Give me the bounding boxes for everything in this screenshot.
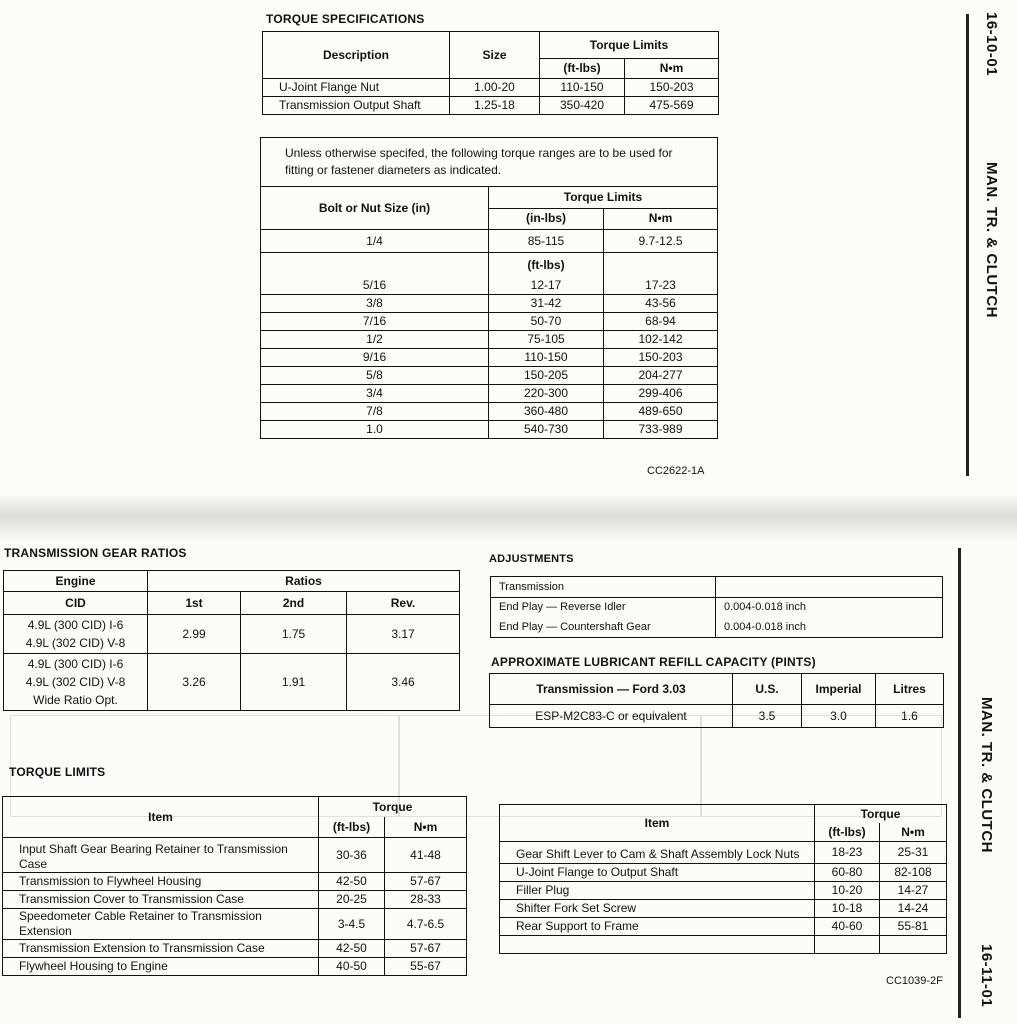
blank-cell xyxy=(500,936,815,954)
cell-size: 3/8 xyxy=(261,295,489,313)
header-cid: CID xyxy=(4,592,148,615)
table-row xyxy=(3,940,467,958)
blank-cell xyxy=(604,253,718,278)
page-number: 16-10-01 xyxy=(983,12,1000,77)
cell-ftlbs: 40-50 xyxy=(319,958,385,976)
header-ftlbs: (ft-lbs) xyxy=(489,253,604,278)
gear-ratios-title: TRANSMISSION GEAR RATIOS xyxy=(4,546,187,560)
table-row xyxy=(500,918,947,936)
blank-cell xyxy=(880,936,947,954)
header-1st: 1st xyxy=(148,592,241,615)
torque-limits-title: TORQUE LIMITS xyxy=(9,765,106,779)
table-row xyxy=(491,617,943,638)
cell-label: End Play — Reverse Idler xyxy=(491,598,716,618)
header-ratios: Ratios xyxy=(148,571,460,592)
table-row xyxy=(261,403,718,421)
cell-ftlbs: 350-420 xyxy=(540,97,625,115)
cell-label: End Play — Countershaft Gear xyxy=(491,617,716,638)
table-row xyxy=(261,367,718,385)
header-torque: Torque xyxy=(815,805,947,824)
table-row xyxy=(263,97,719,115)
cell-torque: 85-115 xyxy=(489,230,604,253)
header-engine: Engine xyxy=(4,571,148,592)
cell-2nd: 1.75 xyxy=(241,615,347,654)
header-item: Item xyxy=(500,805,815,842)
cell-item: Transmission to Flywheel Housing xyxy=(3,873,319,891)
cell-item: Transmission Cover to Transmission Case xyxy=(3,891,319,909)
header-imperial: Imperial xyxy=(802,674,876,705)
table-row xyxy=(500,900,947,918)
cell-size: 7/8 xyxy=(261,403,489,421)
torque-spec-table xyxy=(262,31,719,115)
table-note: Unless otherwise specifed, the following torque ranges are to be used for fitting or fastener diameters as indicated. xyxy=(261,138,718,187)
cell-item: Filler Plug xyxy=(500,882,815,900)
blank-cell xyxy=(716,577,943,598)
cell-torque: 360-480 xyxy=(489,403,604,421)
page-number: 16-11-01 xyxy=(978,944,995,1008)
page-gutter xyxy=(0,496,1017,540)
table-row xyxy=(3,909,467,940)
cell-nm: 150-203 xyxy=(604,349,718,367)
header-litres: Litres xyxy=(876,674,944,705)
cell-item: Input Shaft Gear Bearing Retainer to Transmission Case xyxy=(3,838,319,873)
section-side-label: MAN. TR. & CLUTCH xyxy=(978,697,995,853)
gear-ratios-table xyxy=(3,570,460,711)
general-torque-table xyxy=(260,137,718,439)
cell-nm: 733-989 xyxy=(604,421,718,439)
table-row xyxy=(3,958,467,976)
cell-1st: 3.26 xyxy=(148,654,241,711)
cell-size: 5/16 xyxy=(261,277,489,295)
figure-code: CC1039-2F xyxy=(886,975,943,987)
cell-nm: 41-48 xyxy=(385,838,467,873)
header-size: Size xyxy=(450,32,540,79)
table-row xyxy=(500,842,947,864)
table-row xyxy=(261,230,718,253)
cell-ftlbs: 30-36 xyxy=(319,838,385,873)
lubricant-title: APPROXIMATE LUBRICANT REFILL CAPACITY (PINTS) xyxy=(491,655,816,669)
cell-ftlbs: 3-4.5 xyxy=(319,909,385,940)
cell-ftlbs: 10-20 xyxy=(815,882,880,900)
header-ftlbs: (ft-lbs) xyxy=(815,823,880,842)
cell-nm: 299-406 xyxy=(604,385,718,403)
table-row xyxy=(261,277,718,295)
table-row xyxy=(500,936,947,954)
header-nm: N•m xyxy=(604,208,718,230)
cell-nm: 55-81 xyxy=(880,918,947,936)
cell-ftlbs: 10-18 xyxy=(815,900,880,918)
cell-nm: 57-67 xyxy=(385,940,467,958)
blank-cell xyxy=(815,936,880,954)
cell-nm: 489-650 xyxy=(604,403,718,421)
table-row xyxy=(4,615,460,654)
cell-size: 1.00-20 xyxy=(450,79,540,97)
cell-2nd: 1.91 xyxy=(241,654,347,711)
cell-torque: 31-42 xyxy=(489,295,604,313)
cell-nm: 82-108 xyxy=(880,864,947,882)
table-row xyxy=(500,864,947,882)
cell-ftlbs: 42-50 xyxy=(319,873,385,891)
header-ftlbs: (ft-lbs) xyxy=(319,817,385,838)
cell-ftlbs: 110-150 xyxy=(540,79,625,97)
cell-value: 0.004-0.018 inch xyxy=(716,617,943,638)
torque-limits-left-table xyxy=(2,796,467,976)
table-row xyxy=(263,79,719,97)
cell-nm: 43-56 xyxy=(604,295,718,313)
cell-ftlbs: 60-80 xyxy=(815,864,880,882)
cell-description: Transmission Output Shaft xyxy=(263,97,450,115)
table-row xyxy=(261,295,718,313)
cell-item: Rear Support to Frame xyxy=(500,918,815,936)
header-2nd: 2nd xyxy=(241,592,347,615)
table-row xyxy=(3,891,467,909)
table-row xyxy=(261,349,718,367)
blank-cell xyxy=(261,253,489,278)
figure-code: CC2622-1A xyxy=(647,465,705,477)
cell-value: 0.004-0.018 inch xyxy=(716,598,943,618)
cell-ftlbs: 18-23 xyxy=(815,842,880,864)
cell-nm: 14-27 xyxy=(880,882,947,900)
cell-torque: 75-105 xyxy=(489,331,604,349)
cell-size: 9/16 xyxy=(261,349,489,367)
table-row xyxy=(261,385,718,403)
cell-torque: 12-17 xyxy=(489,277,604,295)
cell-nm: 4.7-6.5 xyxy=(385,909,467,940)
cell-torque: 110-150 xyxy=(489,349,604,367)
table-row xyxy=(261,331,718,349)
cell-size: 3/4 xyxy=(261,385,489,403)
header-ftlbs: (ft-lbs) xyxy=(540,59,625,79)
cell-torque: 150-205 xyxy=(489,367,604,385)
cell-rev: 3.46 xyxy=(347,654,460,711)
page-rule xyxy=(966,14,969,476)
engine-line: 4.9L (300 CID) I-6 xyxy=(27,618,124,632)
cell-ftlbs: 42-50 xyxy=(319,940,385,958)
engine-line: 4.9L (302 CID) V-8 xyxy=(25,636,126,650)
cell-size: 5/8 xyxy=(261,367,489,385)
table-row xyxy=(3,838,467,873)
cell-nm: 102-142 xyxy=(604,331,718,349)
cell-1st: 2.99 xyxy=(148,615,241,654)
cell-nm: 28-33 xyxy=(385,891,467,909)
header-inlbs: (in-lbs) xyxy=(489,208,604,230)
cell-engine xyxy=(4,615,148,654)
cell-nm: 17-23 xyxy=(604,277,718,295)
cell-item: U-Joint Flange to Output Shaft xyxy=(500,864,815,882)
cell-nm: 25-31 xyxy=(880,842,947,864)
cell-us: 3.5 xyxy=(733,705,802,728)
header-description: Description xyxy=(263,32,450,79)
header-torque: Torque xyxy=(319,797,467,818)
lubricant-table xyxy=(489,673,944,728)
header-us: U.S. xyxy=(733,674,802,705)
cell-size: 1.25-18 xyxy=(450,97,540,115)
cell-ftlbs: 20-25 xyxy=(319,891,385,909)
header-rev: Rev. xyxy=(347,592,460,615)
section-side-label: MAN. TR. & CLUTCH xyxy=(983,162,1000,318)
header-nm: N•m xyxy=(880,823,947,842)
header-torque-limits: Torque Limits xyxy=(540,32,719,59)
cell-ftlbs: 40-60 xyxy=(815,918,880,936)
cell-nm: 68-94 xyxy=(604,313,718,331)
header-transmission: Transmission xyxy=(491,577,716,598)
cell-rev: 3.17 xyxy=(347,615,460,654)
cell-item: Flywheel Housing to Engine xyxy=(3,958,319,976)
cell-nm: 57-67 xyxy=(385,873,467,891)
cell-nm: 9.7-12.5 xyxy=(604,230,718,253)
engine-line: Wide Ratio Opt. xyxy=(33,693,118,707)
cell-torque: 540-730 xyxy=(489,421,604,439)
cell-nm: 14-24 xyxy=(880,900,947,918)
cell-size: 7/16 xyxy=(261,313,489,331)
header-item: Item xyxy=(3,797,319,838)
cell-imperial: 3.0 xyxy=(802,705,876,728)
page-rule xyxy=(958,548,961,1018)
table-row xyxy=(491,598,943,618)
cell-torque: 220-300 xyxy=(489,385,604,403)
cell-size: 1/4 xyxy=(261,230,489,253)
cell-transmission: ESP-M2C83-C or equivalent xyxy=(490,705,733,728)
cell-nm: 150-203 xyxy=(625,79,719,97)
cell-nm: 55-67 xyxy=(385,958,467,976)
cell-engine xyxy=(4,654,148,711)
header-nm: N•m xyxy=(385,817,467,838)
cell-item: Transmission Extension to Transmission Case xyxy=(3,940,319,958)
engine-line: 4.9L (300 CID) I-6 xyxy=(27,657,124,671)
torque-limits-right-table xyxy=(499,804,947,954)
cell-description: U-Joint Flange Nut xyxy=(263,79,450,97)
table-row xyxy=(3,873,467,891)
table-row xyxy=(490,705,944,728)
section-title: TORQUE SPECIFICATIONS xyxy=(266,12,425,26)
cell-litres: 1.6 xyxy=(876,705,944,728)
cell-nm: 204-277 xyxy=(604,367,718,385)
header-bolt-size: Bolt or Nut Size (in) xyxy=(261,187,489,230)
cell-torque: 50-70 xyxy=(489,313,604,331)
cell-size: 1/2 xyxy=(261,331,489,349)
adjustments-table xyxy=(490,576,943,638)
table-row xyxy=(500,882,947,900)
cell-size: 1.0 xyxy=(261,421,489,439)
cell-item: Speedometer Cable Retainer to Transmission Extension xyxy=(3,909,319,940)
cell-item: Gear Shift Lever to Cam & Shaft Assembly Lock Nuts xyxy=(500,842,815,864)
header-nm: N•m xyxy=(625,59,719,79)
table-row xyxy=(261,313,718,331)
engine-line: 4.9L (302 CID) V-8 xyxy=(25,675,126,689)
cell-item: Shifter Fork Set Screw xyxy=(500,900,815,918)
adjustments-title: ADJUSTMENTS xyxy=(489,553,574,565)
header-torque-limits: Torque Limits xyxy=(489,187,718,209)
header-transmission: Transmission — Ford 3.03 xyxy=(490,674,733,705)
table-row xyxy=(4,654,460,711)
cell-nm: 475-569 xyxy=(625,97,719,115)
table-row xyxy=(261,421,718,439)
